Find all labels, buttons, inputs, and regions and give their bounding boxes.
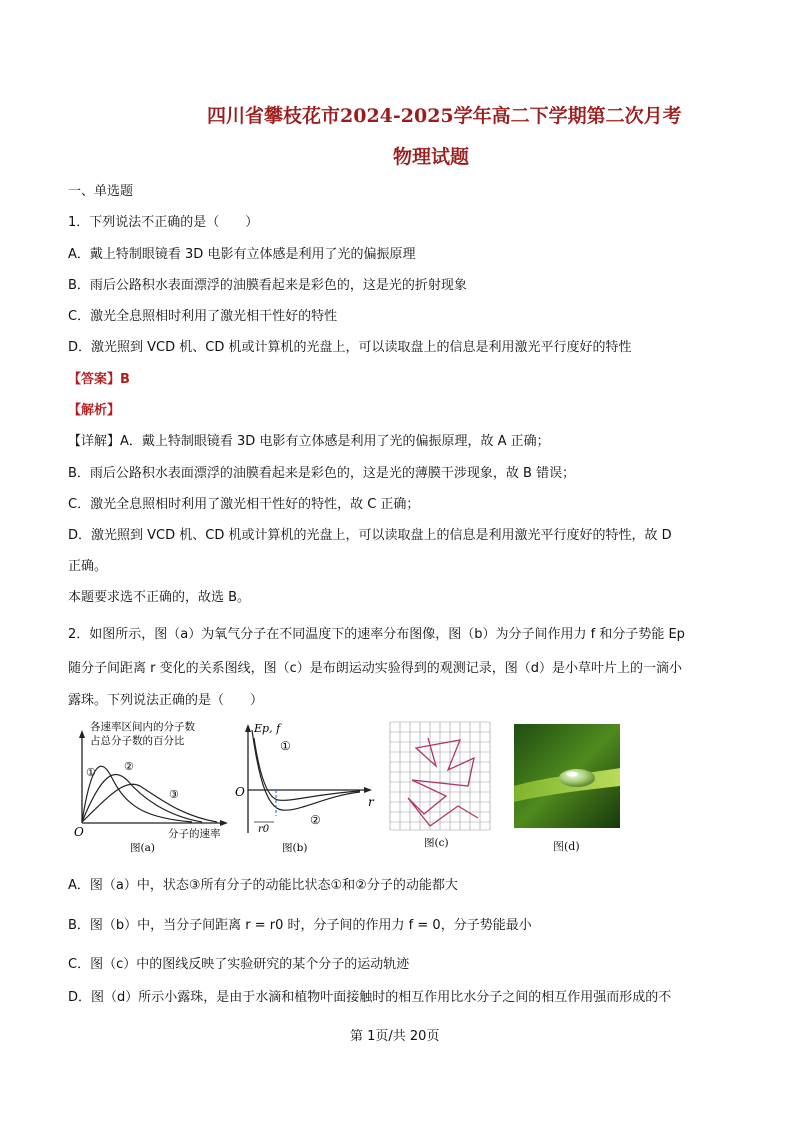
page-footer: 第 1页/共 20页 (350, 1029, 440, 1044)
detail-line-2: B．雨后公路积水表面漂浮的油膜看起来是彩色的，这是光的薄膜干涉现象，故 B 错误； (68, 466, 576, 481)
fig-a-ylabel-1: 各速率区间内的分子数 (90, 721, 195, 733)
page-title: 四川省攀枝花市2024-2025学年高二下学期第二次月考 (207, 105, 682, 127)
q1-option-d: D．激光照到 VCD 机、CD 机或计算机的光盘上，可以读取盘上的信息是利用激光平行度好的特性 (68, 340, 632, 355)
q2-stem-line-3: 露珠。下列说法正确的是（ ） (68, 693, 264, 708)
fig-b-xlabel: r (368, 795, 374, 809)
analysis-label: 【解析】 (68, 403, 121, 418)
q2-option-c: C．图（c）中的图线反映了实验研究的某个分子的运动轨迹 (68, 957, 410, 972)
q2-option-a: A．图（a）中，状态③所有分子的动能比状态①和②分子的动能都大 (68, 878, 458, 893)
detail-line-4: D．激光照到 VCD 机、CD 机或计算机的光盘上，可以读取盘上的信息是利用激光平行度好的特性，故 D (68, 528, 672, 543)
section-heading: 一、单选题 (68, 184, 134, 199)
q2-stem-line-1: 2．如图所示，图（a）为氧气分子在不同温度下的速率分布图像，图（b）为分子间作用力 f 和分子势能 Ep (68, 627, 685, 642)
fig-d-caption: 图(d) (553, 840, 580, 853)
q2-option-b: B．图（b）中，当分子间距离 r = r0 时，分子间的作用力 f = 0，分子势能最小 (68, 918, 532, 933)
answer-label: 【答案】B (68, 372, 130, 387)
fig-b-label-1: ① (280, 739, 291, 753)
q1-option-b: B．雨后公路积水表面漂浮的油膜看起来是彩色的，这是光的折射现象 (68, 278, 467, 293)
q1-option-a: A．戴上特制眼镜看 3D 电影有立体感是利用了光的偏振原理 (68, 247, 416, 262)
q1-option-c: C．激光全息照相时利用了激光相干性好的特性 (68, 309, 338, 324)
fig-a-origin: O (74, 825, 84, 839)
fig-a-label-3: ③ (169, 788, 179, 801)
figure-b-force-potential (230, 718, 378, 853)
fig-a-caption: 图(a) (130, 842, 155, 853)
fig-a-label-1: ① (86, 766, 96, 779)
detail-line-1: 【详解】A．戴上特制眼镜看 3D 电影有立体感是利用了光的偏振原理，故 A 正确； (68, 434, 550, 449)
page-subtitle: 物理试题 (393, 146, 470, 168)
fig-a-ylabel-2: 占总分子数的百分比 (90, 735, 185, 747)
detail-line-5: 正确。 (68, 559, 108, 574)
fig-b-caption: 图(b) (282, 842, 308, 853)
fig-a-label-2: ② (124, 760, 134, 773)
fig-b-ylabel: Ep, f (254, 722, 281, 735)
detail-line-3: C．激光全息照相时利用了激光相干性好的特性，故 C 正确； (68, 497, 420, 512)
q2-option-d: D．图（d）所示小露珠，是由于水滴和植物叶面接触时的相互作用比水分子之间的相互作用强而形成的不 (68, 990, 672, 1005)
fig-b-r0: r0 (258, 824, 270, 835)
q2-stem-line-2: 随分子间距离 r 变化的关系图线，图（c）是布朗运动实验得到的观测记录，图（d）是小草叶片上的一滴小 (68, 661, 683, 676)
fig-a-xlabel: 分子的速率 (168, 828, 221, 840)
figure-d-dewdrop-photo (514, 724, 620, 828)
fig-c-caption: 图(c) (424, 837, 449, 849)
figure-a-speed-distribution (72, 718, 232, 853)
q1-stem: 1．下列说法不正确的是（ ） (68, 215, 259, 230)
figure-c-brownian-motion (388, 718, 492, 853)
fig-b-label-2: ② (310, 813, 321, 827)
detail-line-6: 本题要求选不正确的，故选 B。 (68, 590, 251, 605)
fig-b-origin: O (235, 785, 245, 799)
